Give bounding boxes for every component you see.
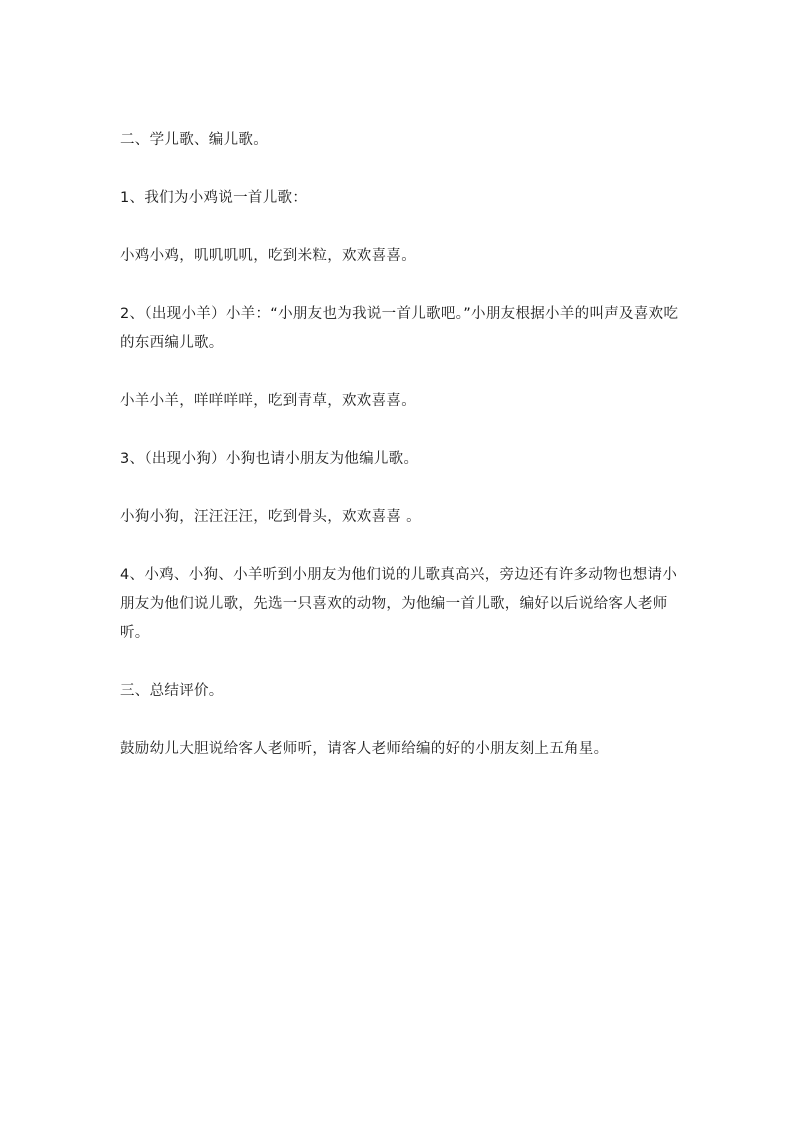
step-1-chick: 1、我们为小鸡说一首儿歌： [120,190,308,206]
step-4-other-animals: 4、小鸡、小狗、小羊听到小朋友为他们说的儿歌真高兴，旁边还有许多动物也想请小朋友为他们说儿歌，先选一只喜欢的动物，为他编一首儿歌，编好以后说给客人老师听。 [120,567,678,641]
rhyme-puppy: 小狗小狗，汪汪汪汪，吃到骨头，欢欢喜喜 。 [120,509,421,525]
rhyme-lamb: 小羊小羊，咩咩咩咩，吃到青草，欢欢喜喜。 [120,393,416,409]
summary-text: 鼓励幼儿大胆说给客人老师听，请客人老师给编的好的小朋友刻上五角星。 [120,741,609,757]
section-heading-summary: 三、总结评价。 [120,683,224,699]
rhyme-chick: 小鸡小鸡，叽叽叽叽，吃到米粒，欢欢喜喜。 [120,248,416,264]
section-heading-learn-rhymes: 二、学儿歌、编儿歌。 [120,132,268,148]
step-3-puppy: 3、（出现小狗）小狗也请小朋友为他编儿歌。 [120,451,419,467]
step-2-lamb: 2、（出现小羊）小羊：“小朋友也为我说一首儿歌吧。”小朋友根据小羊的叫声及喜欢吃的东西编儿歌。 [120,306,679,351]
